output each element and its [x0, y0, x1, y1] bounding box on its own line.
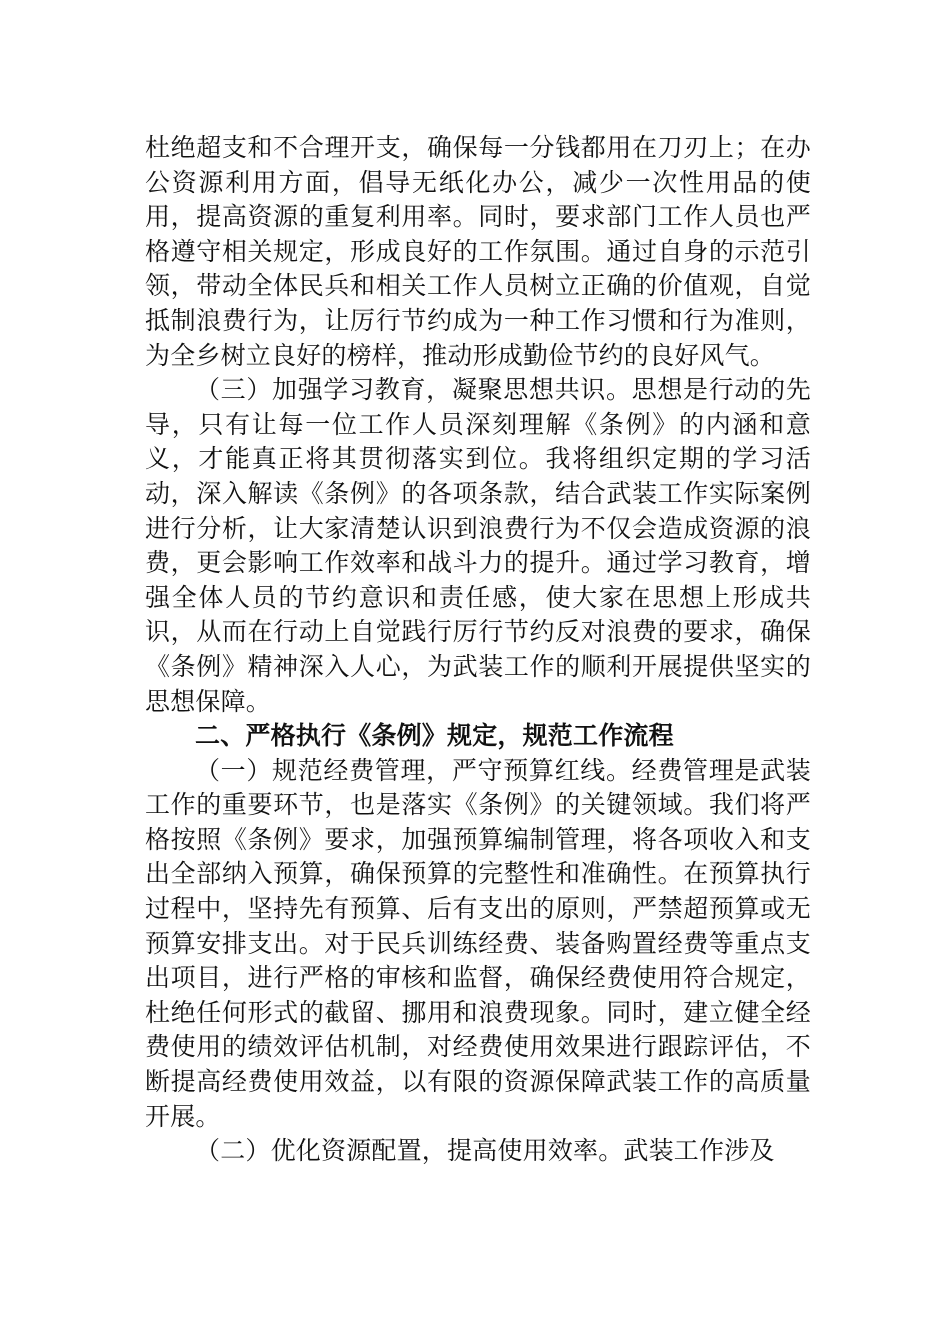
document-body	[145, 131, 811, 1169]
paragraph-continuation: 杜绝超支和不合理开支，确保每一分钱都用在刀刃上；在办公资源利用方面，倡导无纸化办公，减少一次性用品的使用，提高资源的重复利用率。同时，要求部门工作人员也严格遵守相关规定，形成良好的工作氛围。通过自身的示范引领，带动全体民兵和相关工作人员树立正确的价值观，自觉抵制浪费行为，让厉行节约成为一种工作习惯和行为准则，为全乡树立良好的榜样，推动形成勤俭节约的良好风气。	[145, 133, 811, 370]
paragraph-subsection-2: （二）优化资源配置，提高使用效率。武装工作涉及	[195, 1136, 775, 1166]
paragraph-subsection-1: （一）规范经费管理，严守预算红线。经费管理是武装工作的重要环节，也是落实《条例》的关键领域。我们将严格按照《条例》要求，加强预算编制管理，将各项收入和支出全部纳入预算，确保预算的完整性和准确性。在预算执行过程中，坚持先有预算、后有支出的原则，严禁超预算或无预算安排支出。对于民兵训练经费、装备购置经费等重点支出项目，进行严格的审核和监督，确保经费使用符合规定，杜绝任何形式的截留、挪用和浪费现象。同时，建立健全经费使用的绩效评估机制，对经费使用效果进行跟踪评估，不断提高经费使用效益，以有限的资源保障武装工作的高质量开展。	[145, 755, 811, 1131]
paragraph-section-3: （三）加强学习教育，凝聚思想共识。思想是行动的先导，只有让每一位工作人员深刻理解《条例》的内涵和意义，才能真正将其贯彻落实到位。我将组织定期的学习活动，深入解读《条例》的各项条款，结合武装工作实际案例进行分析，让大家清楚认识到浪费行为不仅会造成资源的浪费，更会影响工作效率和战斗力的提升。通过学习教育，增强全体人员的节约意识和责任感，使大家在思想上形成共识，从而在行动上自觉践行厉行节约反对浪费的要求，确保《条例》精神深入人心，为武装工作的顺利开展提供坚实的思想保障。	[145, 375, 811, 716]
section-heading-2: 二、严格执行《条例》规定，规范工作流程	[195, 721, 674, 751]
